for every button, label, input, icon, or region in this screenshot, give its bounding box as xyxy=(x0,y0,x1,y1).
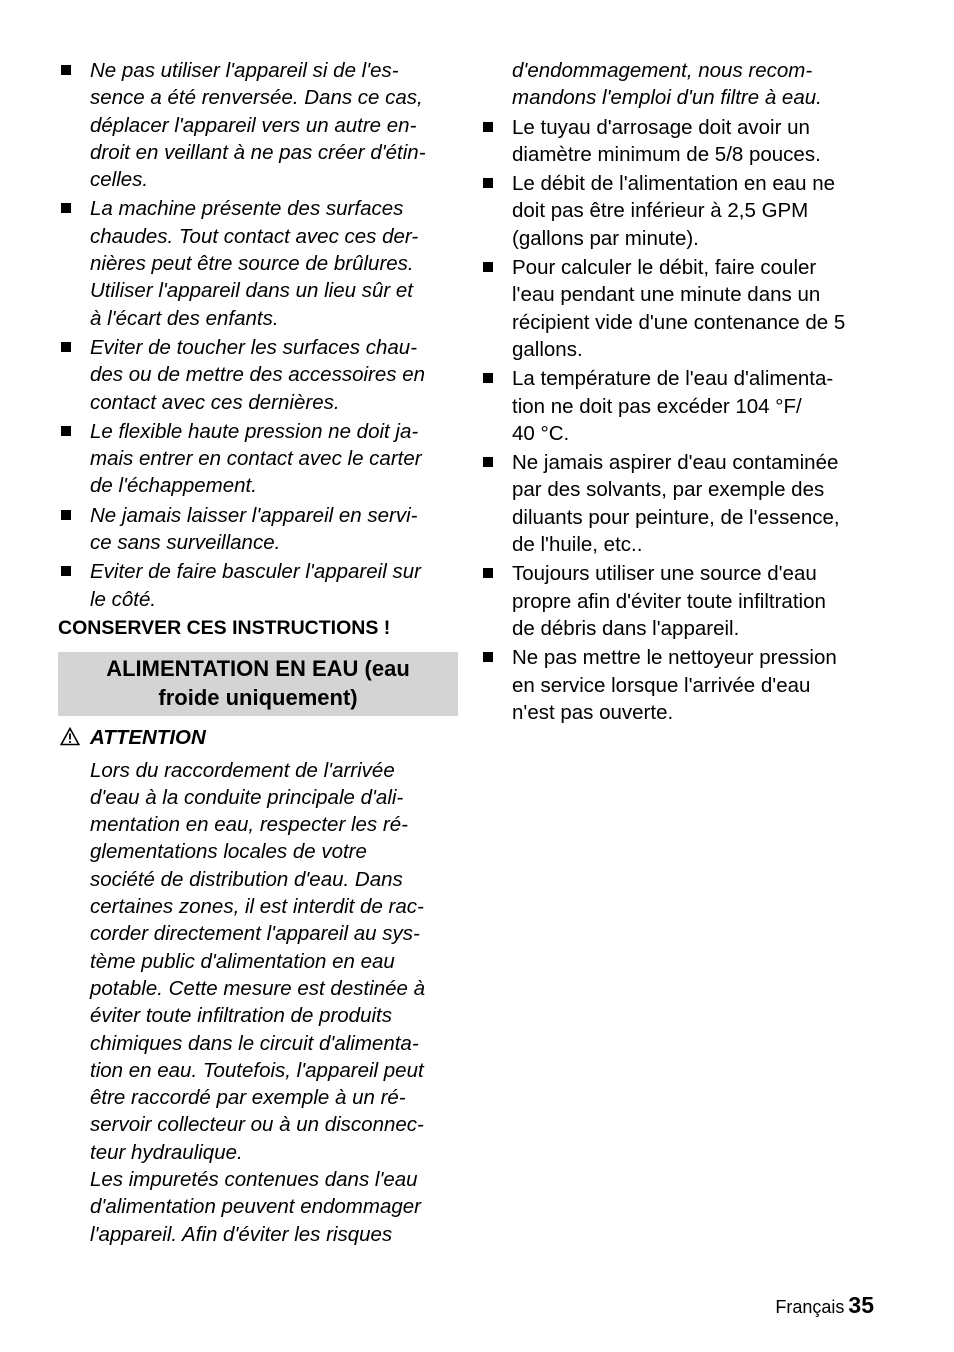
list-item-text: Le flexible haute pression ne doit ja- mais entrer en contact avec le carter de l'échappement. xyxy=(90,419,422,498)
list-item-text: Ne jamais laisser l'appareil en servi- ce sans surveillance. xyxy=(90,503,418,555)
list-item xyxy=(480,170,880,252)
square-bullet-icon xyxy=(61,426,71,436)
list-item-text: Ne pas mettre le nettoyeur pression en service lorsque l'arrivée d'eau n'est pas ouverte. xyxy=(512,646,837,724)
continued-text: d'endommagement, nous recom- mandons l'emploi d'un filtre à eau. xyxy=(512,59,822,110)
square-bullet-icon xyxy=(483,568,493,578)
warning-triangle-icon xyxy=(60,727,80,746)
square-bullet-icon xyxy=(483,373,493,383)
square-bullet-icon xyxy=(61,342,71,352)
list-item-text: La machine présente des surfaces chaudes. Tout contact avec ces der- nières peut être source de brûlures. Utiliser l'appareil dans un lieu sûr et à l'écart des enfants. xyxy=(90,197,419,330)
square-bullet-icon xyxy=(61,203,71,213)
left-bullet-list xyxy=(58,57,458,613)
list-item xyxy=(58,418,458,500)
list-item xyxy=(480,254,880,363)
square-bullet-icon xyxy=(61,65,71,75)
list-item-text: Eviter de toucher les surfaces chau- des ou de mettre des accessoires en contact avec ces dernières. xyxy=(90,335,426,414)
square-bullet-icon xyxy=(483,262,493,272)
square-bullet-icon xyxy=(483,178,493,188)
list-item xyxy=(480,644,880,726)
list-item xyxy=(58,502,458,557)
list-item-text: Eviter de faire basculer l'appareil sur le côté. xyxy=(90,560,421,611)
list-item-text: Pour calculer le débit, faire couler l'eau pendant une minute dans un récipient vide d'une contenance de 5 gallons. xyxy=(512,256,846,361)
attention-text: Lors du raccordement de l'arrivée d'eau à la conduite principale d'ali- mentation en eau, respecter les ré- glementations locales de votre société de distribution d'eau. Dans certaines zones, il est interdit de rac- corder directement l'appareil au sys- tème public d'alimentation en eau potable. Cette mesure est destinée à éviter toute infiltration de produits chimiques dans le circuit d'alimenta- tion en eau. Toutefois, l'appareil peut être raccordé par exemple à un ré- servoir collecteur ou à un disconnec- teur hydraulique. Les impuretés contenues dans l'eau d'alimentation peuvent endommager l'appareil. Afin d'éviter les risques xyxy=(90,758,426,1246)
list-item-text: Le débit de l'alimentation en eau ne doit pas être inférieur à 2,5 GPM (gallons par minute). xyxy=(512,172,836,250)
list-item-text: Ne pas utiliser l'appareil si de l'es- sence a été renversée. Dans ce cas, déplacer l'appareil vers un autre en- droit en veillant à ne pas créer d'étin- celles. xyxy=(90,59,426,192)
right-column xyxy=(480,57,880,728)
attention-label: ATTENTION xyxy=(90,726,206,750)
left-column xyxy=(58,57,458,1248)
footer-language: Français xyxy=(775,1297,845,1317)
square-bullet-icon xyxy=(61,566,71,576)
square-bullet-icon xyxy=(61,510,71,520)
list-item xyxy=(480,449,880,558)
list-item-text: Ne jamais aspirer d'eau contaminée par des solvants, par exemple des diluants pour peinture, de l'essence, de l'huile, etc.. xyxy=(512,451,840,557)
page-footer xyxy=(775,1292,874,1319)
list-item xyxy=(480,560,880,642)
conserver-instructions: CONSERVER CES INSTRUCTIONS ! xyxy=(58,616,391,639)
square-bullet-icon xyxy=(483,122,493,132)
list-item-text: Toujours utiliser une source d'eau propre afin d'éviter toute infiltration de débris dans l'appareil. xyxy=(512,562,826,640)
list-item xyxy=(58,195,458,331)
square-bullet-icon xyxy=(483,457,493,467)
attention-heading xyxy=(58,724,458,751)
list-item-text: Le tuyau d'arrosage doit avoir un diamètre minimum de 5/8 pouces. xyxy=(512,115,821,166)
page-number: 35 xyxy=(848,1292,874,1318)
list-item xyxy=(58,334,458,416)
section-title: ALIMENTATION EN EAU (eau froide uniquement) xyxy=(106,656,410,711)
list-item xyxy=(480,114,880,169)
list-item xyxy=(58,558,458,613)
list-item xyxy=(58,57,458,193)
list-item xyxy=(480,365,880,447)
section-heading xyxy=(58,652,458,716)
right-bullet-list xyxy=(480,114,880,727)
list-item-text: La température de l'eau d'alimenta- tion ne doit pas excéder 104 °F/ 40 °C. xyxy=(512,367,834,445)
square-bullet-icon xyxy=(483,652,493,662)
